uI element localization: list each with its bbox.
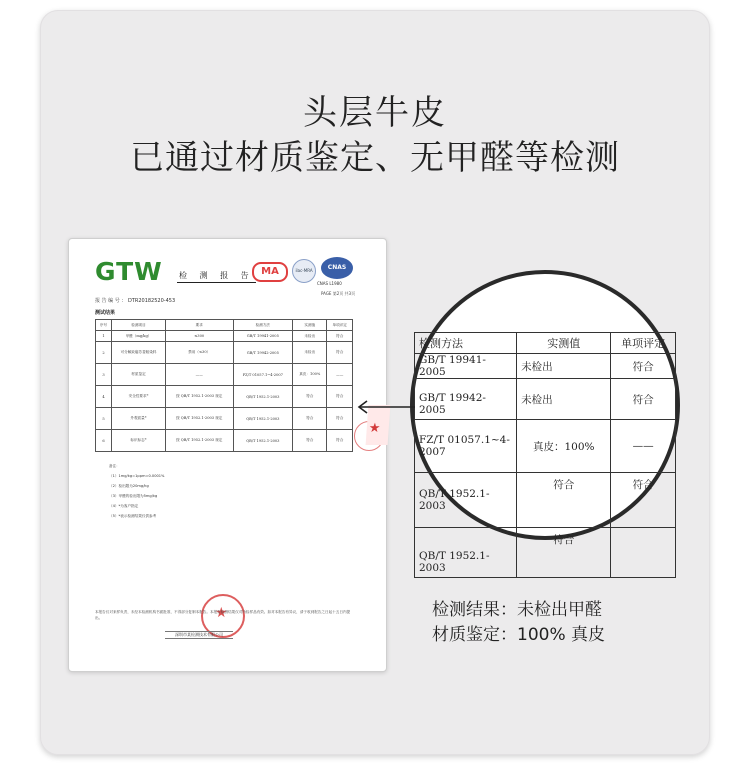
note-line: （5）*表示检测结果仅供参考 [109, 514, 157, 518]
table-cell: 按 QB/T 1952.1-2003 规定 [165, 386, 233, 408]
result-formaldehyde: 检测结果：未检出甲醛 [432, 600, 602, 620]
table-cell: 未检出 [293, 331, 327, 342]
table-row [96, 342, 353, 364]
result-material: 材质鉴定：100% 真皮 [432, 625, 606, 645]
table-row [415, 354, 676, 379]
table-row [415, 528, 676, 578]
table-cell: 检测方法 [233, 320, 293, 331]
note-line: （4）*为客户指定 [109, 504, 139, 508]
report-title: 检 测 报 告 [177, 270, 256, 283]
table-cell: 符合 [611, 379, 676, 420]
table-row [96, 386, 353, 408]
header-judgement: 单项评定 [611, 333, 676, 354]
table-row [96, 408, 353, 430]
table-cell: 未检出 [517, 354, 611, 379]
table-cell: 符合 [327, 408, 353, 430]
note-line: （1）1mg/kg=1ppm=0.0001% [109, 474, 165, 478]
table-cell: FZ/T 01057.1~4-2007 [233, 364, 293, 386]
gtw-logo: GTW [95, 257, 163, 286]
ilac-mra-logo: ilac-MRA [292, 259, 316, 283]
table-cell: 未检出 [293, 342, 327, 364]
table-cell: QB/T 1952.1-2003 [233, 386, 293, 408]
table-cell: 符合 [327, 331, 353, 342]
note-line: （3）甲醛的检出限为5mg/kg [109, 494, 158, 498]
table-cell: 可分解致癌芳香胺染料 [112, 342, 166, 364]
ma-logo: MA [252, 262, 288, 282]
table-cell: 符合 [327, 430, 353, 452]
table-cell: 符合 [327, 342, 353, 364]
table-cell: —— [611, 420, 676, 473]
table-cell: 序号 [96, 320, 112, 331]
note-line: （2）检出限为20mg/kg [109, 484, 149, 488]
table-cell: GB/T 19942-2005 [233, 342, 293, 364]
table-cell: 符合 [293, 408, 327, 430]
table-cell: 未检出 [517, 379, 611, 420]
magnifier-circle [410, 270, 680, 574]
table-cell: QB/T 1952.1-2003 [415, 528, 517, 578]
table-cell: 单项评定 [327, 320, 353, 331]
table-cell: QB/T 1952.1-2003 [233, 408, 293, 430]
report-number: 报 告 编 号 ： DTR20182520-453 [95, 298, 176, 304]
table-cell: —— [327, 364, 353, 386]
table-cell: 符合 [517, 473, 611, 528]
table-row [415, 333, 676, 354]
table-row [96, 430, 353, 452]
table-cell: 要求 [165, 320, 233, 331]
table-row [96, 331, 353, 342]
table-cell: GB/T 19942-2005 [415, 379, 517, 420]
cnas-number: CNAS L1980 [317, 281, 342, 286]
table-cell: 真皮：100% [517, 420, 611, 473]
table-cell: 标识标志* [112, 430, 166, 452]
note-line: 备注： [109, 464, 120, 468]
table-cell: —— [165, 364, 233, 386]
table-cell: 检测项目 [112, 320, 166, 331]
header-measured: 实测值 [517, 333, 611, 354]
table-cell: 5 [96, 408, 112, 430]
headline-line-2: 已通过材质鉴定、无甲醛等检测 [130, 138, 620, 178]
cnas-logo: CNAS [321, 257, 353, 279]
report-results-table [95, 319, 353, 452]
page-number: PAGE 第2页 共3页 [321, 291, 356, 296]
table-cell: 安全性要求* [112, 386, 166, 408]
table-cell: GB/T 19941-2005 [415, 354, 517, 379]
table-cell: 符合 [611, 354, 676, 379]
report-notes [109, 461, 164, 521]
table-row [96, 320, 353, 331]
table-cell: 符合 [293, 386, 327, 408]
table-cell: 2 [96, 342, 112, 364]
table-cell: 符合 [293, 430, 327, 452]
footer-disclaimer: 本报告仅对来样负责，未经本检测机构书面批准，不得部分复制本报告。本报告检测结果仅对所检样品有效。如对本报告有异议，请于收到报告之日起十五日内提出。 [95, 610, 351, 620]
test-report-document [68, 238, 387, 672]
table-cell: 3 [96, 364, 112, 386]
table-cell: 真皮：100% [293, 364, 327, 386]
table-cell: 符合 [517, 528, 611, 578]
table-cell: 6 [96, 430, 112, 452]
table-cell: QB/T 1952.1-2003 [415, 473, 517, 528]
table-cell: 1 [96, 331, 112, 342]
headline-line-1: 头层牛皮 [303, 93, 447, 133]
table-row [415, 379, 676, 420]
header-method: 检测方法 [415, 333, 517, 354]
table-cell: ≤300 [165, 331, 233, 342]
table-cell: 符合 [611, 473, 676, 528]
footer-company: 深圳市某检测技术有限公司 [165, 631, 233, 639]
table-cell: 外观质量* [112, 408, 166, 430]
section-title: 测试结果 [95, 310, 116, 316]
table-cell: 符合 [327, 386, 353, 408]
table-cell: 甲醛（mg/kg） [112, 331, 166, 342]
table-cell: 材质鉴定 [112, 364, 166, 386]
table-cell: GB/T 19941-2005 [233, 331, 293, 342]
table-cell: QB/T 1952.1-2003 [233, 430, 293, 452]
table-cell: 按 QB/T 1952.1-2003 规定 [165, 408, 233, 430]
table-cell: FZ/T 01057.1~4-2007 [415, 420, 517, 473]
table-cell: 禁用（≤30） [165, 342, 233, 364]
table-cell [611, 528, 676, 578]
table-row [415, 473, 676, 528]
table-cell: 4 [96, 386, 112, 408]
zoomed-results-table [414, 332, 676, 578]
table-row [415, 420, 676, 473]
table-cell: 按 QB/T 1952.1-2003 规定 [165, 430, 233, 452]
table-cell: 实测值 [293, 320, 327, 331]
table-row [96, 364, 353, 386]
arrow-left-icon [355, 400, 417, 414]
